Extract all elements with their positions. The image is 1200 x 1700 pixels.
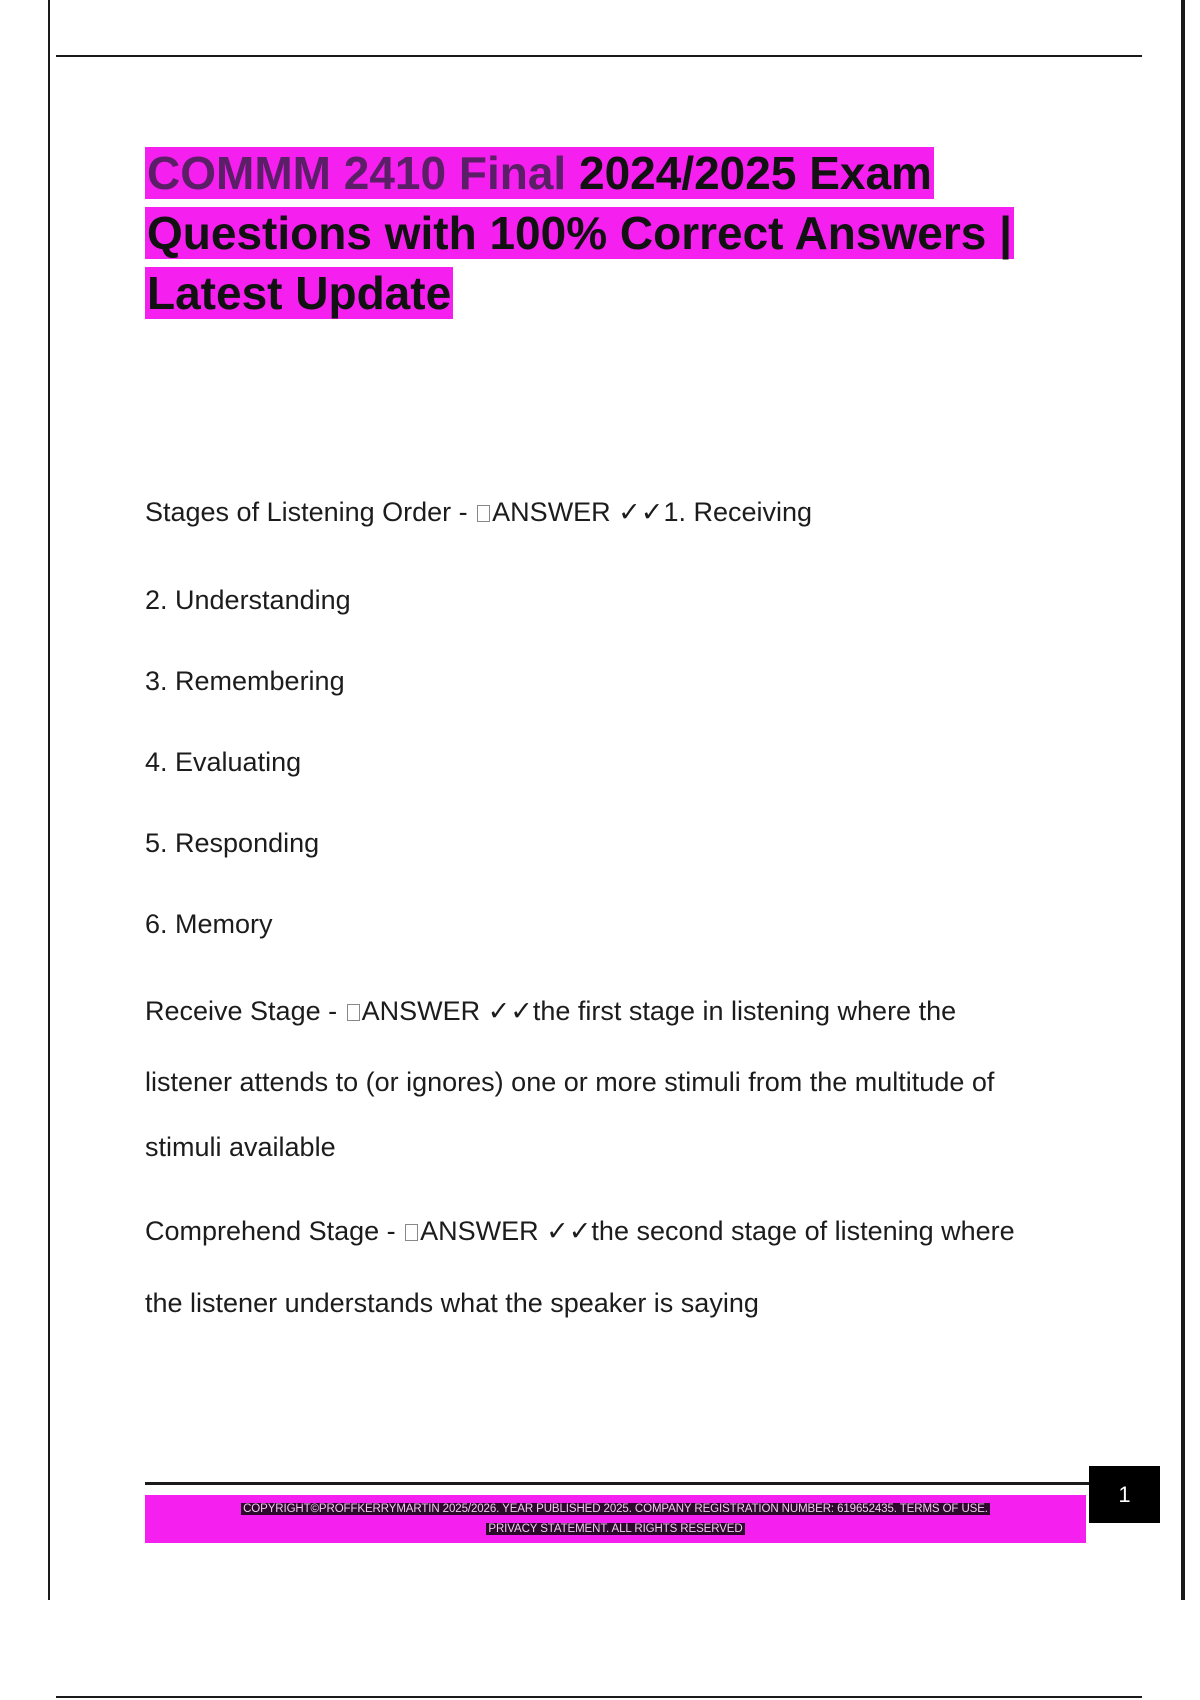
document-title — [145, 143, 1105, 323]
answer-text: 1. Receiving — [663, 497, 813, 527]
copyright-footer — [145, 1495, 1086, 1543]
title-line-3: Latest Update — [147, 267, 452, 319]
answer-text-line: listener attends to (or ignores) one or more stimuli from the multitude of — [145, 1067, 995, 1097]
list-item: 2. Understanding — [145, 585, 351, 615]
missing-glyph-icon — [477, 505, 490, 522]
answer-text-line: the first stage in listening where the — [532, 996, 957, 1026]
answer-marker: ANSWER ✓✓ — [492, 497, 664, 527]
missing-glyph-icon — [405, 1224, 418, 1241]
question-term: Comprehend Stage - — [145, 1216, 404, 1246]
title-course-code: COMMM 2410 Final — [147, 147, 567, 199]
question-receive-stage — [145, 996, 956, 1027]
question-term: Receive Stage - — [145, 996, 345, 1026]
answer-text-line: the listener understands what the speaker is saying — [145, 1288, 759, 1318]
page-number: 1 — [1089, 1466, 1160, 1523]
question-stages-of-listening — [145, 497, 812, 528]
missing-glyph-icon — [347, 1004, 360, 1021]
page-border-left — [48, 0, 50, 1600]
copyright-line-2: PRIVACY STATEMENT. ALL RIGHTS RESERVED — [488, 1523, 743, 1535]
page-border-right — [1181, 0, 1185, 1600]
list-item: 6. Memory — [145, 909, 273, 939]
list-item: 4. Evaluating — [145, 747, 302, 777]
question-term: Stages of Listening Order - — [145, 497, 476, 527]
answer-text-line: the second stage of listening where — [591, 1216, 1015, 1246]
list-item: 3. Remembering — [145, 666, 345, 696]
answer-marker: ANSWER ✓✓ — [420, 1216, 592, 1246]
header-rule — [56, 55, 1142, 57]
footer-rule — [145, 1482, 1090, 1485]
next-page-rule — [56, 1696, 1142, 1698]
copyright-line-1: COPYRIGHT©PROFFKERRYMARTIN 2025/2026. YEAR PUBLISHED 2025. COMPANY REGISTRATION NUMBER: 619652435. TERMS OF USE. — [243, 1503, 988, 1515]
question-comprehend-stage — [145, 1216, 1015, 1247]
answer-text-line: stimuli available — [145, 1132, 336, 1162]
list-item: 5. Responding — [145, 828, 320, 858]
title-year: 2024/2025 Exam — [578, 147, 932, 199]
answer-marker: ANSWER ✓✓ — [361, 996, 533, 1026]
title-line-2: Questions with 100% Correct Answers | — [147, 207, 1012, 259]
